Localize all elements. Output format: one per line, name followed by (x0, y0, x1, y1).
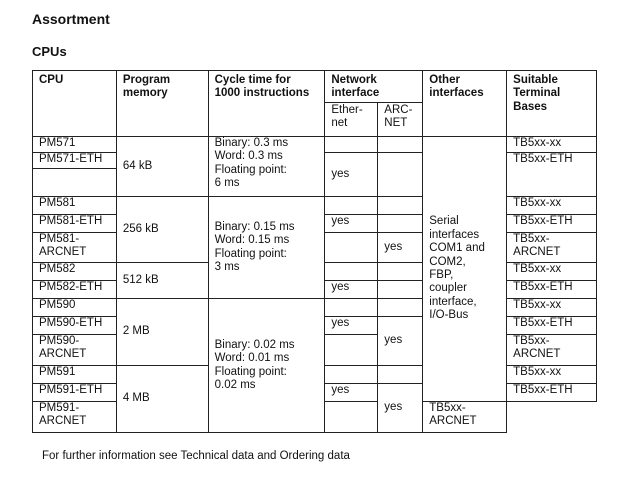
header-cpu: CPU (33, 71, 117, 137)
cycle-line: Binary: 0.3 ms (214, 137, 289, 149)
cpu-cell: PM590-ARCNET (33, 335, 117, 366)
cpu-cell: PM571 (33, 137, 117, 153)
terminal-base-cell: TB5xx-xx (507, 263, 597, 281)
cpu-cell: PM591-ETH (33, 384, 117, 402)
ethernet-cell: yes (325, 153, 378, 197)
ethernet-cell: yes (325, 317, 378, 335)
header-arcnet: ARC-NET (378, 103, 423, 137)
cpu-cell: PM591-ARCNET (33, 402, 117, 433)
header-terminal-bases: Suitable Terminal Bases (507, 71, 597, 137)
arcnet-cell: yes (378, 384, 423, 433)
page-title: Assortment (32, 11, 110, 27)
cpu-cell (33, 169, 117, 197)
ethernet-cell (325, 402, 378, 433)
memory-cell: 4 MB (116, 366, 208, 433)
cycle-time-cell (208, 299, 325, 433)
arcnet-cell (378, 299, 423, 317)
header-program-memory: Program memory (116, 71, 208, 137)
other-interfaces-cell (423, 137, 507, 402)
cycle-time-cell (208, 137, 325, 197)
section-title: CPUs (32, 44, 67, 59)
cycle-line: Binary: 0.15 ms (214, 220, 295, 233)
header-other-interfaces: Other interfaces (423, 71, 507, 137)
cycle-line: 0.02 ms (214, 378, 256, 391)
cycle-line: Word: 0.15 ms (214, 234, 290, 247)
cycle-line: Word: 0.3 ms (214, 150, 283, 163)
terminal-base-cell: TB5xx-ETH (507, 153, 597, 197)
ethernet-cell (325, 366, 378, 384)
header-ethernet: Ether-net (325, 103, 378, 137)
arcnet-cell (378, 281, 423, 299)
terminal-base-cell: TB5xx-ETH (507, 215, 597, 233)
memory-cell: 64 kB (116, 137, 208, 197)
footnote: For further information see Technical data and Ordering data (42, 450, 350, 462)
terminal-base-cell: TB5xx-ARCNET (507, 335, 597, 366)
cycle-line: 6 ms (214, 177, 240, 190)
other-line: FBP, (429, 269, 454, 281)
arcnet-cell: yes (378, 317, 423, 366)
terminal-base-cell: TB5xx-ETH (507, 281, 597, 299)
other-line: Serial (429, 215, 459, 228)
ethernet-cell (325, 335, 378, 366)
other-line: COM1 and (429, 242, 485, 255)
cycle-time-cell (208, 197, 325, 299)
cpu-cell: PM582 (33, 263, 117, 281)
cpu-cell: PM590 (33, 299, 117, 317)
terminal-base-cell: TB5xx-xx (507, 197, 597, 215)
cpu-cell: PM581-ETH (33, 215, 117, 233)
ethernet-cell (325, 197, 378, 215)
terminal-base-cell: TB5xx-xx (507, 299, 597, 317)
header-network-interface: Network interface (325, 71, 423, 103)
cpu-assortment-table (32, 70, 597, 433)
arcnet-cell: yes (378, 233, 423, 263)
arcnet-cell (378, 137, 423, 153)
cycle-line: Floating point: (214, 163, 287, 176)
other-line: coupler (429, 282, 467, 295)
arcnet-cell (378, 215, 423, 233)
cpu-cell: PM571-ETH (33, 153, 117, 169)
ethernet-cell: yes (325, 215, 378, 233)
arcnet-cell (378, 197, 423, 215)
terminal-base-cell: TB5xx-ARCNET (423, 402, 507, 433)
ethernet-cell: yes (325, 281, 378, 299)
ethernet-cell (325, 137, 378, 153)
header-cycle-time: Cycle time for 1000 instructions (208, 71, 325, 137)
other-line: COM2, (429, 255, 466, 268)
cycle-line: Binary: 0.02 ms (214, 338, 295, 351)
terminal-base-cell: TB5xx-ARCNET (507, 233, 597, 263)
terminal-base-cell: TB5xx-ETH (507, 384, 597, 402)
cpu-cell: PM591 (33, 366, 117, 384)
ethernet-cell (325, 263, 378, 281)
other-line: I/O-Bus (429, 309, 469, 322)
other-line: interfaces (429, 228, 480, 241)
ethernet-cell (325, 233, 378, 263)
ethernet-cell: yes (325, 384, 378, 402)
terminal-base-cell: TB5xx-xx (507, 366, 597, 384)
terminal-base-cell: TB5xx-ETH (507, 317, 597, 335)
terminal-base-cell: TB5xx-xx (507, 137, 597, 153)
memory-cell: 512 kB (116, 263, 208, 299)
arcnet-cell (378, 263, 423, 281)
cycle-line: 3 ms (214, 260, 240, 273)
cpu-cell: PM581 (33, 197, 117, 215)
arcnet-cell (378, 366, 423, 384)
cpu-cell: PM581-ARCNET (33, 233, 117, 263)
other-line: interface, (429, 295, 477, 308)
cycle-line: Word: 0.01 ms (214, 352, 290, 365)
cpu-cell: PM582-ETH (33, 281, 117, 299)
arcnet-cell (378, 153, 423, 197)
ethernet-cell (325, 299, 378, 317)
memory-cell: 256 kB (116, 197, 208, 263)
cycle-line: Floating point: (214, 365, 287, 378)
memory-cell: 2 MB (116, 299, 208, 366)
cpu-cell: PM590-ETH (33, 317, 117, 335)
cycle-line: Floating point: (214, 247, 287, 260)
